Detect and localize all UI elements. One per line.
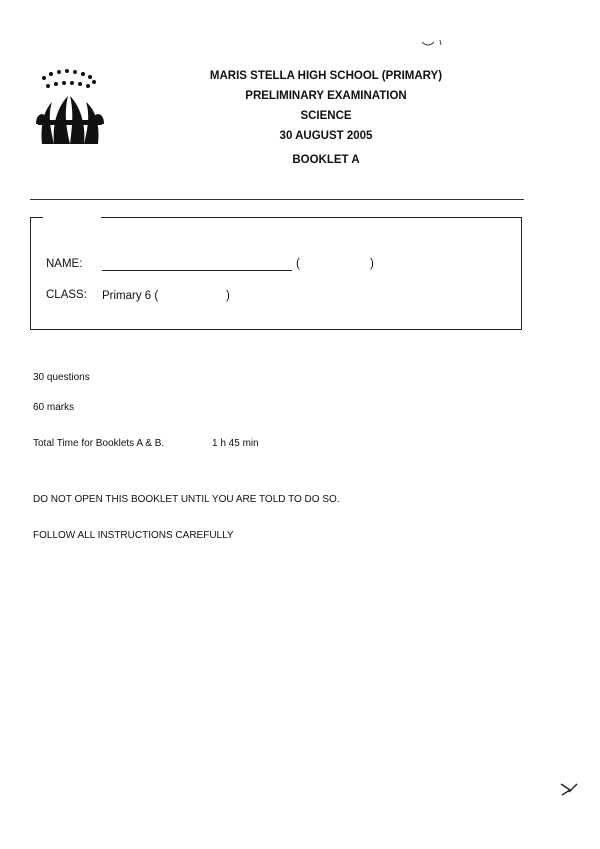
instruction-do-not-open: DO NOT OPEN THIS BOOKLET UNTIL YOU ARE TOLD TO DO SO.: [33, 494, 340, 505]
instruction-follow: FOLLOW ALL INSTRUCTIONS CAREFULLY: [33, 530, 234, 541]
class-close-paren: ): [226, 290, 230, 302]
question-count: 30 questions: [33, 372, 90, 383]
name-open-paren: (: [296, 258, 300, 270]
exam-date: 30 AUGUST 2005: [279, 130, 373, 142]
subject-title: SCIENCE: [300, 110, 352, 122]
total-marks: 60 marks: [33, 402, 75, 413]
box-gap: [43, 216, 101, 220]
class-value: Primary 6 (: [102, 290, 159, 302]
booklet-label: BOOKLET A: [292, 154, 360, 166]
exam-header: [0, 66, 600, 170]
corner-scribble-mark: [420, 38, 446, 50]
name-label: NAME:: [46, 258, 83, 270]
handwritten-tick-mark: [558, 780, 580, 798]
school-name: MARIS STELLA HIGH SCHOOL (PRIMARY): [209, 70, 443, 82]
student-details-box: [30, 217, 522, 330]
class-label: CLASS:: [46, 289, 87, 301]
name-close-paren: ): [370, 258, 374, 270]
time-label: Total Time for Booklets A & B.: [33, 438, 165, 449]
header-divider: [30, 199, 524, 200]
exam-title: PRELIMINARY EXAMINATION: [245, 90, 407, 102]
name-input-line[interactable]: [102, 270, 292, 271]
time-value: 1 h 45 min: [212, 438, 259, 449]
